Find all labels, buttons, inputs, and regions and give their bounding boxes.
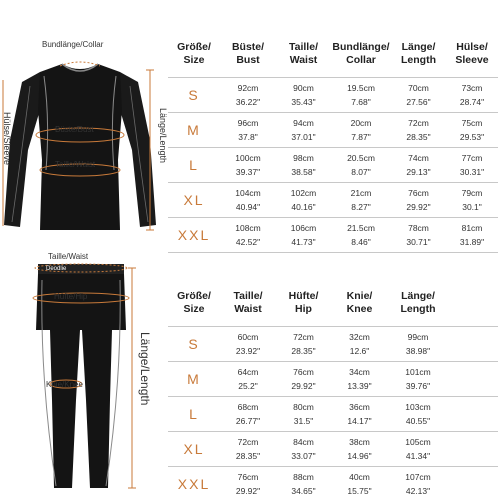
table-row xyxy=(168,78,498,113)
imperial-value: 14.96" xyxy=(347,451,372,461)
metric-value: 103cm xyxy=(405,402,431,412)
metric-value: 21cm xyxy=(350,188,372,198)
measurement-cell xyxy=(331,183,391,217)
table-header xyxy=(168,279,498,327)
size-label: L xyxy=(189,157,199,173)
size-label: XL xyxy=(183,441,205,457)
measurement-cell xyxy=(220,397,276,431)
imperial-value: 35.43" xyxy=(291,97,316,107)
header-length: Länge/ Length xyxy=(400,289,436,315)
metric-value: 96cm xyxy=(237,118,259,128)
table-row xyxy=(168,183,498,218)
metric-value: 99cm xyxy=(407,332,429,342)
measurement-cell xyxy=(220,218,276,252)
metric-value: 38cm xyxy=(349,437,370,447)
measurement-cell xyxy=(331,327,388,361)
metric-value: 72cm xyxy=(293,332,314,342)
measurement-cell xyxy=(276,78,331,112)
imperial-value: 8.46" xyxy=(351,237,371,247)
metric-value: 80cm xyxy=(293,402,314,412)
size-label: M xyxy=(187,371,201,387)
measurement-cell xyxy=(276,113,331,147)
table-header xyxy=(168,30,498,78)
measurement-cell xyxy=(446,218,498,252)
imperial-value: 25.2" xyxy=(238,381,258,391)
imperial-value: 40.55" xyxy=(405,416,431,426)
metric-value: 108cm xyxy=(235,223,261,233)
size-label: XL xyxy=(183,192,205,208)
measurement-cell xyxy=(391,78,446,112)
measurement-cell xyxy=(391,183,446,217)
measurement-cell xyxy=(391,113,446,147)
shirt-waist-label: Taille/Waist xyxy=(55,160,96,169)
shirt-table-body xyxy=(168,78,498,253)
metric-value: 101cm xyxy=(405,367,431,377)
header-size: Größe/ Size xyxy=(177,40,211,66)
imperial-value: 13.39" xyxy=(347,381,372,391)
metric-value: 76cm xyxy=(293,367,314,377)
imperial-value: 42.13" xyxy=(405,486,431,496)
metric-value: 40cm xyxy=(349,472,370,482)
hip-label: Hüfte/Hip xyxy=(54,292,88,301)
table-row xyxy=(168,362,498,397)
imperial-value: 29.92" xyxy=(235,486,261,496)
imperial-value: 37.8" xyxy=(238,132,258,142)
metric-value: 79cm xyxy=(461,188,483,198)
metric-value: 98cm xyxy=(293,153,314,163)
bust-label: Büste/Bust xyxy=(55,125,94,134)
imperial-value: 29.92" xyxy=(291,381,316,391)
imperial-value: 39.37" xyxy=(235,167,261,177)
header-waist: Taille/ Waist xyxy=(289,40,318,66)
brand-label: Deodlie xyxy=(46,266,67,272)
measurement-cell xyxy=(220,113,276,147)
metric-value: 73cm xyxy=(461,83,483,93)
table-row xyxy=(168,467,498,500)
metric-value: 19.5cm xyxy=(347,83,375,93)
measurement-cell xyxy=(276,362,331,396)
measurement-cell xyxy=(276,183,331,217)
imperial-value: 29.53" xyxy=(459,132,485,142)
metric-value: 102cm xyxy=(290,188,317,198)
imperial-value: 12.6" xyxy=(349,346,370,356)
measurement-cell xyxy=(446,148,498,182)
measurement-cell xyxy=(276,432,331,466)
imperial-value: 27.56" xyxy=(406,97,431,107)
metric-value: 106cm xyxy=(290,223,317,233)
imperial-value: 28.74" xyxy=(459,97,485,107)
measurement-cell xyxy=(220,183,276,217)
imperial-value: 30.31" xyxy=(459,167,485,177)
measurement-cell xyxy=(276,148,331,182)
metric-value: 64cm xyxy=(237,367,259,377)
pants-length-label: Länge/Length xyxy=(138,332,152,406)
imperial-value: 29.13" xyxy=(406,167,431,177)
measurement-cell xyxy=(220,327,276,361)
imperial-value: 26.77" xyxy=(235,416,261,426)
imperial-value: 38.98" xyxy=(405,346,431,356)
pants-size-table xyxy=(168,279,498,500)
metric-value: 105cm xyxy=(405,437,431,447)
size-label: S xyxy=(188,87,200,103)
shirt-length-label: Länge/Length xyxy=(158,108,168,164)
header-size: Größe/ Size xyxy=(177,289,211,315)
imperial-value: 8.27" xyxy=(351,202,371,212)
garment-drawing xyxy=(0,0,160,500)
metric-value: 94cm xyxy=(293,118,314,128)
measurement-cell xyxy=(388,432,448,466)
measurement-cell xyxy=(276,218,331,252)
metric-value: 81cm xyxy=(461,223,483,233)
imperial-value: 33.07" xyxy=(291,451,316,461)
collar-label: Bundlänge/Collar xyxy=(42,40,104,49)
metric-value: 60cm xyxy=(237,332,259,342)
imperial-value: 31.89" xyxy=(459,237,485,247)
imperial-value: 39.76" xyxy=(405,381,431,391)
metric-value: 92cm xyxy=(237,83,259,93)
measurement-cell xyxy=(331,148,391,182)
header-sleeve: Hülse/ Sleeve xyxy=(455,40,489,66)
metric-value: 72cm xyxy=(237,437,259,447)
metric-value: 104cm xyxy=(235,188,261,198)
measurement-cell xyxy=(388,467,448,500)
measurement-cell xyxy=(331,218,391,252)
imperial-value: 28.35" xyxy=(235,451,261,461)
size-label: S xyxy=(188,336,200,352)
measurement-cell xyxy=(331,397,388,431)
knee-label: Knie/Knee xyxy=(46,380,83,389)
measurement-cell xyxy=(276,327,331,361)
imperial-value: 28.35" xyxy=(291,346,316,356)
size-label: L xyxy=(189,406,199,422)
measurement-cell xyxy=(391,148,446,182)
measurement-cell xyxy=(220,148,276,182)
metric-value: 76cm xyxy=(237,472,259,482)
imperial-value: 23.92" xyxy=(235,346,261,356)
header-collar: Bundlänge/ Collar xyxy=(332,40,390,66)
imperial-value: 40.16" xyxy=(291,202,316,212)
table-row xyxy=(168,432,498,467)
metric-value: 34cm xyxy=(349,367,370,377)
header-waist: Taille/ Waist xyxy=(233,289,263,315)
pants-table-body xyxy=(168,327,498,500)
header-knee: Knie/ Knee xyxy=(346,289,373,315)
shirt-drawing xyxy=(3,62,156,230)
measurement-cell xyxy=(276,397,331,431)
size-label: XXL xyxy=(177,227,211,243)
header-length: Länge/ Length xyxy=(401,40,436,66)
garment-illustration xyxy=(0,0,168,500)
metric-value: 100cm xyxy=(235,153,261,163)
header-hip: Hüfte/ Hip xyxy=(288,289,319,315)
metric-value: 68cm xyxy=(237,402,259,412)
imperial-value: 30.1" xyxy=(462,202,482,212)
metric-value: 20.5cm xyxy=(347,153,375,163)
measurement-cell xyxy=(220,78,276,112)
size-label: XXL xyxy=(177,476,211,492)
size-label: M xyxy=(187,122,201,138)
measurement-cell xyxy=(331,362,388,396)
measurement-cell xyxy=(331,113,391,147)
measurement-cell xyxy=(446,78,498,112)
measurement-cell xyxy=(388,327,448,361)
pants-waist-label: Taille/Waist xyxy=(48,252,89,261)
imperial-value: 37.01" xyxy=(291,132,316,142)
measurement-cell xyxy=(388,397,448,431)
imperial-value: 8.07" xyxy=(351,167,371,177)
imperial-value: 38.58" xyxy=(291,167,316,177)
measurement-cell xyxy=(391,218,446,252)
imperial-value: 15.75" xyxy=(347,486,372,496)
metric-value: 77cm xyxy=(461,153,483,163)
table-row xyxy=(168,148,498,183)
measurement-cell xyxy=(220,432,276,466)
measurement-cell xyxy=(220,362,276,396)
metric-value: 36cm xyxy=(349,402,370,412)
measurement-cell xyxy=(388,362,448,396)
metric-value: 76cm xyxy=(408,188,429,198)
measurement-cell xyxy=(331,78,391,112)
table-row xyxy=(168,327,498,362)
imperial-value: 41.73" xyxy=(291,237,316,247)
metric-value: 107cm xyxy=(405,472,431,482)
imperial-value: 7.68" xyxy=(351,97,371,107)
imperial-value: 7.87" xyxy=(351,132,371,142)
table-row xyxy=(168,218,498,253)
metric-value: 75cm xyxy=(461,118,483,128)
metric-value: 74cm xyxy=(408,153,429,163)
metric-value: 90cm xyxy=(293,83,314,93)
imperial-value: 42.52" xyxy=(235,237,261,247)
shirt-size-table xyxy=(168,30,498,253)
measurement-cell xyxy=(331,432,388,466)
metric-value: 32cm xyxy=(349,332,370,342)
table-row xyxy=(168,397,498,432)
metric-value: 78cm xyxy=(408,223,429,233)
imperial-value: 34.65" xyxy=(291,486,316,496)
header-bust: Büste/ Bust xyxy=(231,40,265,66)
table-row xyxy=(168,113,498,148)
imperial-value: 14.17" xyxy=(347,416,372,426)
imperial-value: 30.71" xyxy=(406,237,431,247)
measurement-cell xyxy=(331,467,388,500)
imperial-value: 29.92" xyxy=(406,202,431,212)
imperial-value: 31.5" xyxy=(293,416,314,426)
imperial-value: 40.94" xyxy=(235,202,261,212)
measurement-cell xyxy=(446,113,498,147)
metric-value: 20cm xyxy=(350,118,372,128)
metric-value: 70cm xyxy=(408,83,429,93)
imperial-value: 28.35" xyxy=(406,132,431,142)
measurement-cell xyxy=(220,467,276,500)
metric-value: 72cm xyxy=(408,118,429,128)
imperial-value: 41.34" xyxy=(405,451,431,461)
metric-value: 88cm xyxy=(293,472,314,482)
metric-value: 84cm xyxy=(293,437,314,447)
measurement-cell xyxy=(446,183,498,217)
sleeve-label: Hülse/Sleeve xyxy=(2,112,12,166)
metric-value: 21.5cm xyxy=(347,223,375,233)
measurement-cell xyxy=(276,467,331,500)
imperial-value: 36.22" xyxy=(235,97,261,107)
